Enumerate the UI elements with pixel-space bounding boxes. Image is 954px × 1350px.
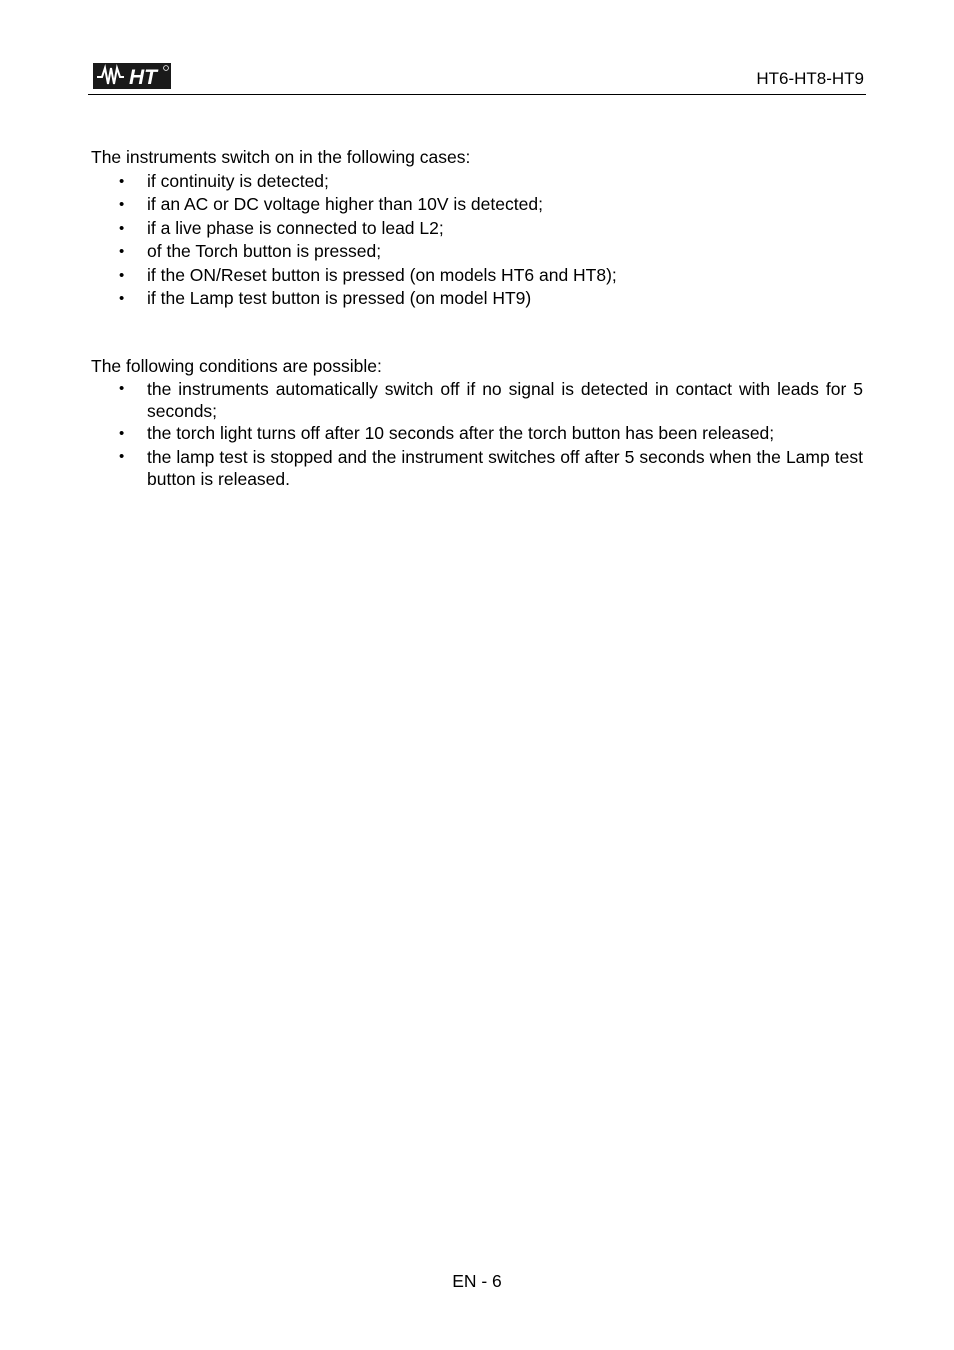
logo-text: HT xyxy=(129,66,157,89)
bullet-icon: • xyxy=(119,380,125,397)
list-item xyxy=(91,264,863,288)
bullet-icon: • xyxy=(119,266,125,284)
bullet-icon: • xyxy=(119,243,125,260)
bullet-icon: • xyxy=(119,219,125,237)
bullet-icon: • xyxy=(119,196,125,213)
bullet-icon: • xyxy=(119,172,125,190)
bullet-icon: • xyxy=(119,425,125,442)
list-item-text: the torch light turns off after 10 seconds after the torch button has been released; xyxy=(147,423,775,443)
conditions-list xyxy=(91,378,863,490)
page-number: EN - 6 xyxy=(452,1271,502,1291)
switch-on-intro: The instruments switch on in the following cases: xyxy=(91,147,471,167)
list-item-text: the lamp test is stopped and the instrument switches off after 5 seconds when the Lamp test button is released. xyxy=(147,446,863,489)
list-item xyxy=(91,217,863,241)
section-spacer xyxy=(91,311,863,355)
list-item-text: if the ON/Reset button is pressed (on models HT6 and HT8); xyxy=(147,264,617,285)
list-item-text: the instruments automatically switch off if no signal is detected in contact with leads for 5 seconds; xyxy=(147,379,863,421)
switch-on-list xyxy=(91,170,863,311)
conditions-intro: The following conditions are possible: xyxy=(91,355,382,376)
model-name: HT6-HT8-HT9 xyxy=(756,69,864,88)
bullet-icon: • xyxy=(119,290,125,307)
list-item-text: if continuity is detected; xyxy=(147,170,329,191)
list-item xyxy=(91,287,863,311)
document-body xyxy=(91,146,863,490)
page-header xyxy=(88,58,866,95)
list-item-text: if the Lamp test button is pressed (on model HT9) xyxy=(147,288,532,308)
list-item xyxy=(91,170,863,194)
list-item xyxy=(91,422,863,446)
list-item xyxy=(91,446,863,490)
list-item xyxy=(91,378,863,422)
list-item xyxy=(91,240,863,264)
list-item-text: if an AC or DC voltage higher than 10V is detected; xyxy=(147,194,543,214)
list-item xyxy=(91,193,863,217)
ht-logo xyxy=(93,63,171,89)
list-item-text: of the Torch button is pressed; xyxy=(147,241,382,261)
bullet-icon: • xyxy=(119,447,125,465)
list-item-text: if a live phase is connected to lead L2; xyxy=(147,217,444,238)
